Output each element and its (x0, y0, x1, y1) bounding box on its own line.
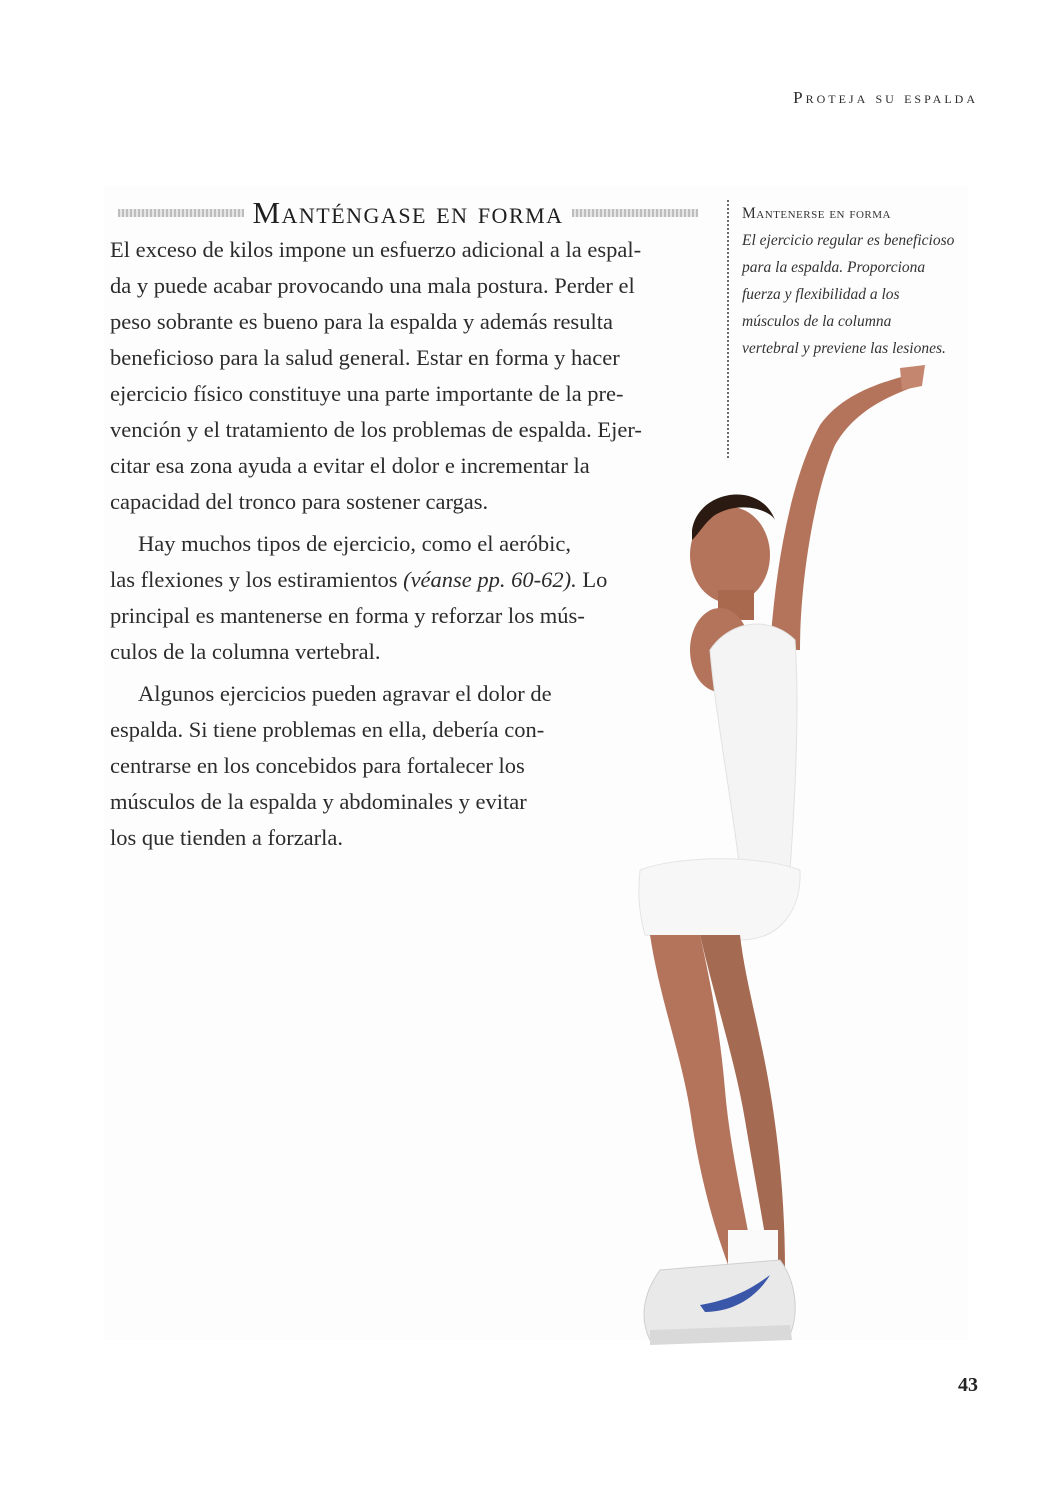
section-title: Manténgase en forma (252, 195, 564, 230)
p2-line2-start: las flexiones y los estiramientos (110, 567, 404, 592)
p3-line: Algunos ejercicios pueden agravar el dolor de (138, 681, 552, 706)
running-header: Proteja su espalda (793, 88, 978, 107)
caption-line: para la espalda. Proporciona (742, 259, 926, 276)
man-stretching-figure (620, 350, 1000, 1350)
p1-line: vención y el tratamiento de los problemas de espalda. Ejer- (110, 417, 642, 442)
caption-body (742, 227, 982, 362)
paragraph-2 (110, 526, 706, 670)
caption-line: fuerza y flexibilidad a los (742, 286, 900, 303)
caption-line: músculos de la columna (742, 313, 892, 330)
hand (900, 365, 925, 390)
shorts (639, 859, 800, 940)
heading-rule-right (572, 209, 698, 217)
p1-line: peso sobrante es bueno para la espalda y además resulta (110, 309, 613, 334)
p1-line: da y puede acabar provocando una mala postura. Perder el (110, 273, 635, 298)
p1-line: beneficioso para la salud general. Estar en forma y hacer (110, 345, 620, 370)
paragraph-1 (110, 232, 706, 520)
p3-line: músculos de la espalda y abdominales y evitar (110, 789, 527, 814)
p2-line: principal es mantenerse en forma y reforzar los mús- (110, 603, 585, 628)
caption-title: Mantenerse en forma (742, 205, 891, 222)
p2-line (110, 562, 706, 598)
shirt (710, 624, 797, 870)
raised-arm (770, 372, 922, 650)
p1-line: capacidad del tronco para sostener cargas. (110, 489, 489, 514)
p2-line: Hay muchos tipos de ejercicio, como el aeróbic, (138, 531, 571, 556)
caption-line: vertebral y previene las lesiones. (742, 340, 946, 357)
p3-line: espalda. Si tiene problemas en ella, debería con- (110, 717, 545, 742)
figure-caption (742, 200, 982, 362)
caption-line: El ejercicio regular es beneficioso (742, 232, 955, 249)
p2-line2-end: Lo (576, 567, 608, 592)
page-reference: (véanse pp. 60-62). (403, 567, 577, 592)
page-number: 43 (958, 1374, 978, 1396)
paragraph-3 (110, 676, 706, 856)
p2-line: culos de la columna vertebral. (110, 639, 381, 664)
p1-line: ejercicio físico constituye una parte importante de la pre- (110, 381, 624, 406)
p1-line: El exceso de kilos impone un esfuerzo adicional a la espal- (110, 237, 642, 262)
p3-line: centrarse en los concebidos para fortalecer los (110, 753, 525, 778)
p1-line: citar esa zona ayuda a evitar el dolor e incrementar la (110, 453, 590, 478)
section-heading (110, 193, 706, 233)
p3-line: los que tienden a forzarla. (110, 825, 344, 850)
body-text (110, 232, 706, 862)
heading-rule-left (118, 209, 244, 217)
